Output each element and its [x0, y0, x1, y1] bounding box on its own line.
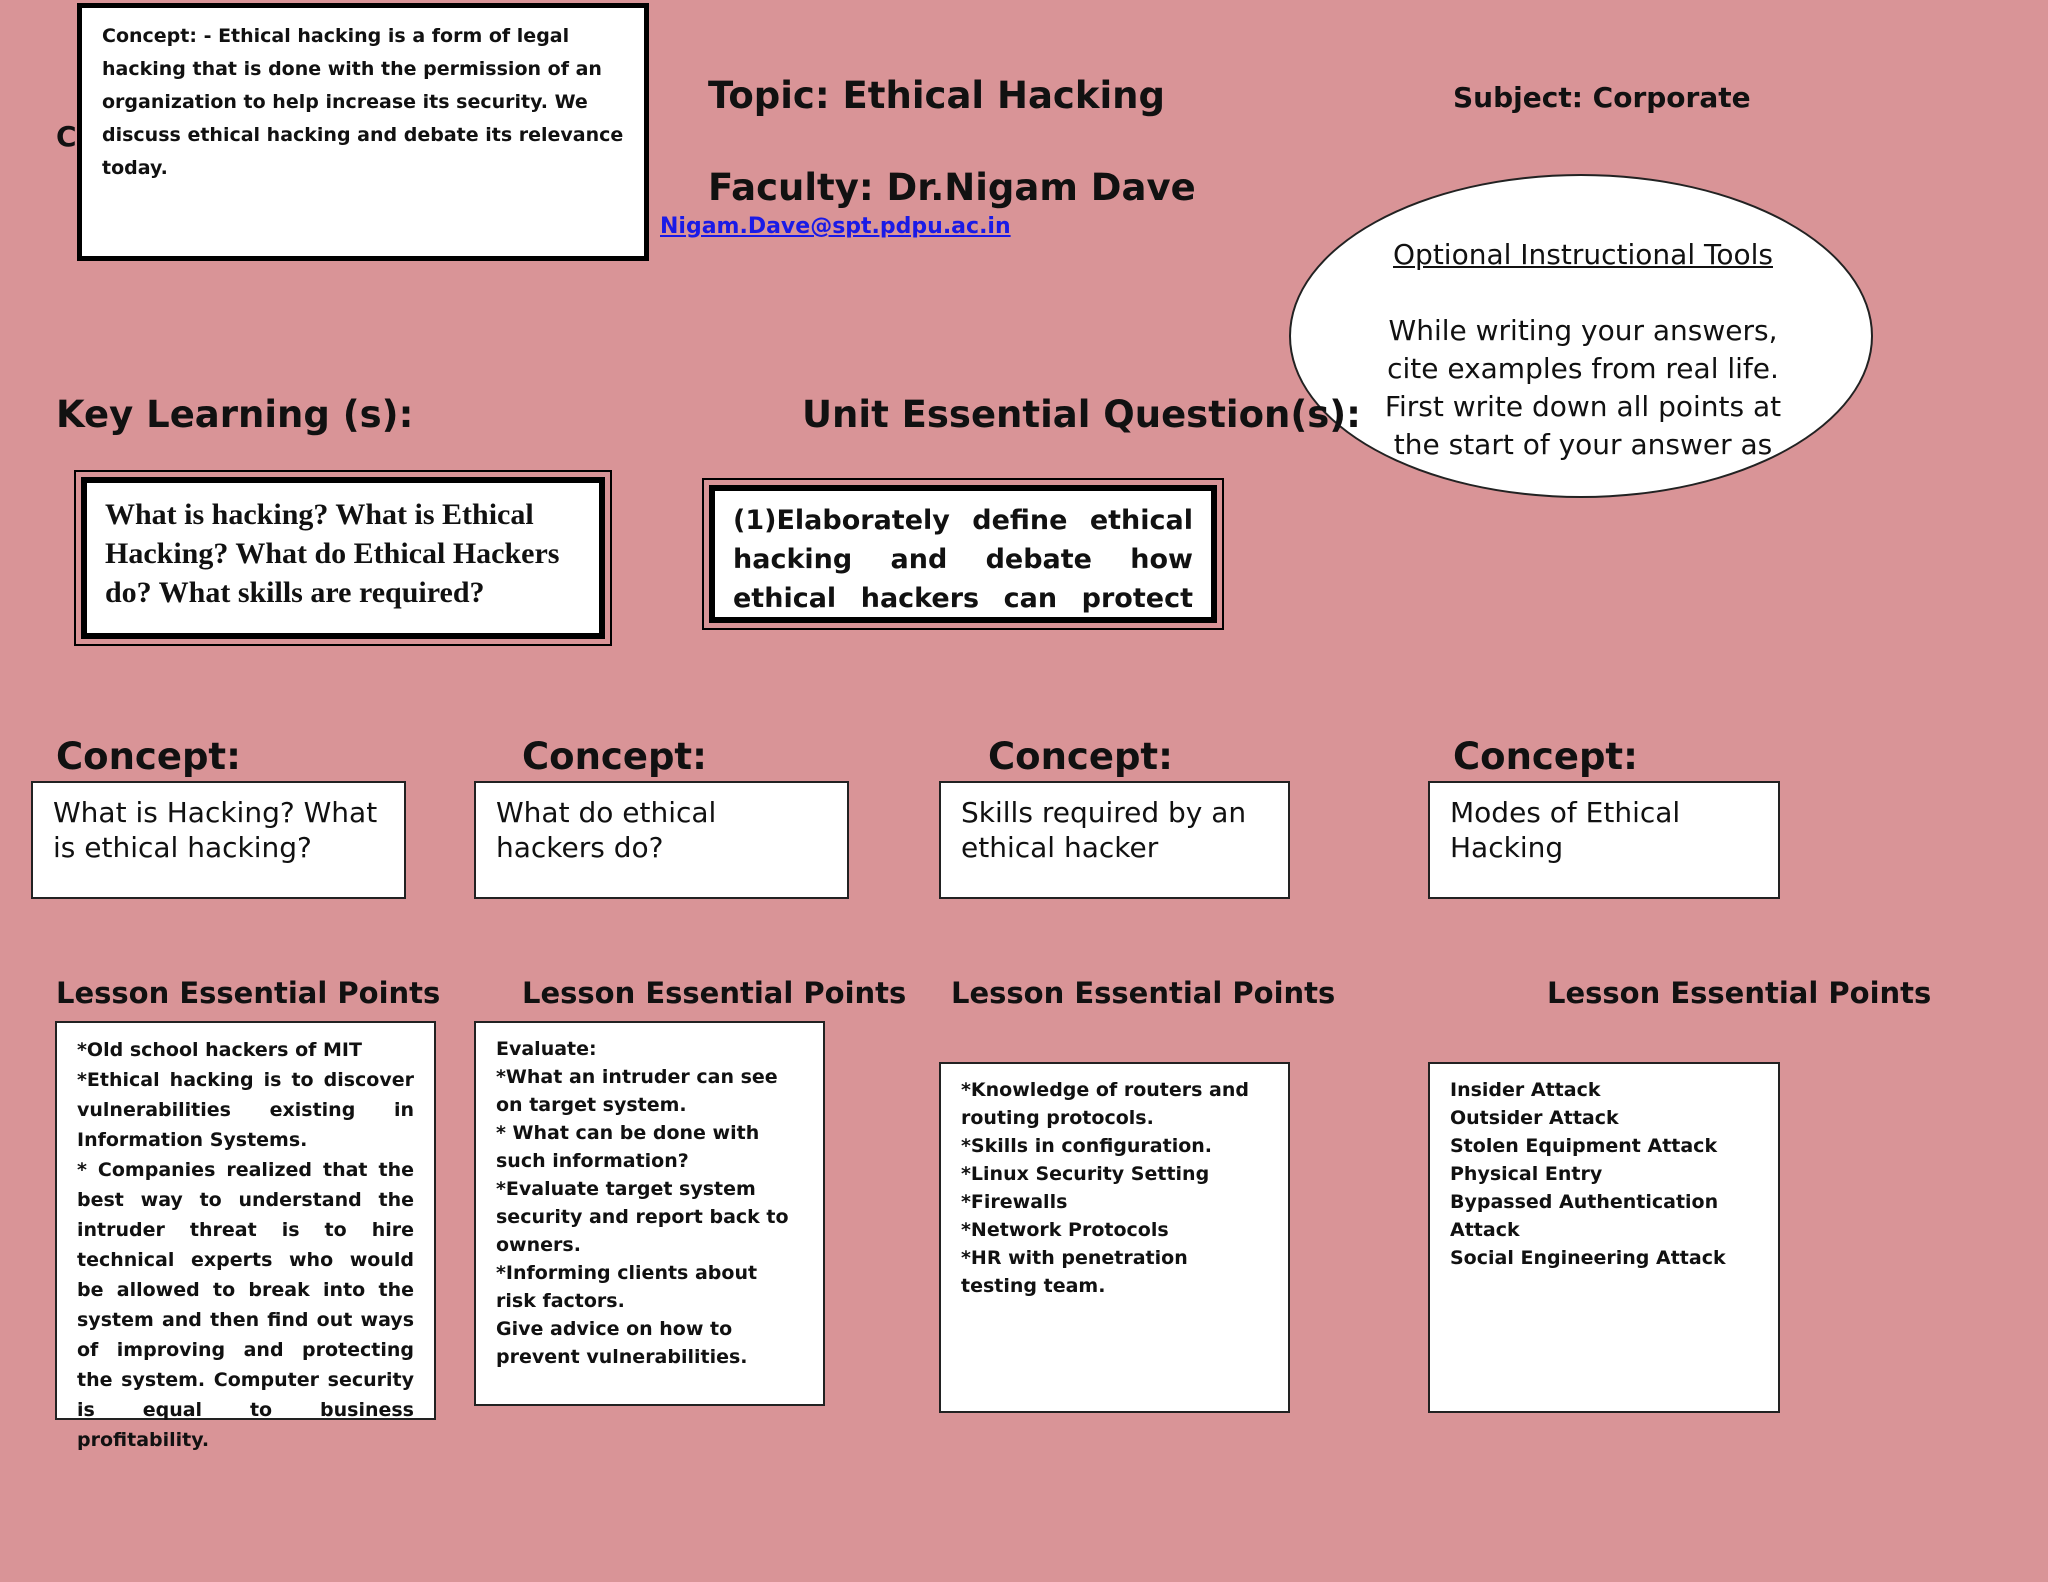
concept-3-box: [939, 781, 1290, 899]
list-item: Outsider Attack: [1450, 1107, 1619, 1129]
list-item: Social Engineering Attack: [1450, 1247, 1726, 1269]
list-item: Physical Entry: [1450, 1163, 1603, 1185]
concept-2-text: What do ethical hackers do?: [496, 796, 717, 864]
lesson-4-list: [1430, 1064, 1778, 1284]
concept-1-box: [31, 781, 406, 899]
list-item: Insider Attack: [1450, 1079, 1601, 1101]
list-item: *Skills in configuration.: [961, 1135, 1213, 1157]
faculty-name: Faculty: Dr.Nigam Dave: [708, 166, 1196, 209]
lesson-1-list: [57, 1023, 434, 1467]
list-item: *Evaluate target system security and report back to owners.: [496, 1178, 789, 1256]
list-item: *Network Protocols: [961, 1219, 1169, 1241]
concept-note-text: Concept: - Ethical hacking is a form of legal hacking that is done with the permission of an organization to help increase its security. We discuss ethical hacking and debate its relevance today.: [102, 25, 624, 179]
key-learning-heading: Key Learning (s):: [56, 393, 414, 436]
essential-question-text: (1)Elaborately define ethical hacking and debate how ethical hackers can protect: [733, 505, 1193, 614]
concept-3-text: Skills required by an ethical hacker: [961, 796, 1247, 864]
list-item: *Informing clients about risk factors.: [496, 1262, 758, 1312]
concept-4-box: [1428, 781, 1780, 899]
subject-label: Subject: Corporate: [1453, 81, 1751, 114]
essential-question-frame: [702, 478, 1224, 630]
lesson-4-box: [1428, 1062, 1780, 1413]
concept-1-heading: Concept:: [56, 735, 241, 778]
lesson-2-box: [474, 1021, 825, 1406]
instructional-tools-ellipse: [1289, 174, 1873, 498]
essential-question-heading: Unit Essential Question(s):: [802, 393, 1361, 436]
instructional-tools-text: While writing your answers, cite examples from real life. First write down all points at the start of your answer as: [1384, 314, 1782, 461]
lesson-4-heading: Lesson Essential Points: [1547, 976, 1932, 1010]
concept-4-heading: Concept:: [1453, 735, 1638, 778]
lesson-3-list: [941, 1064, 1288, 1312]
list-item: Give advice on how to prevent vulnerabilities.: [496, 1318, 748, 1368]
lesson-2-list: [476, 1023, 823, 1383]
list-item: *Firewalls: [961, 1191, 1068, 1213]
hidden-letter: C: [56, 120, 77, 153]
lesson-1-heading: Lesson Essential Points: [56, 976, 441, 1010]
concept-note-box: [77, 3, 649, 261]
list-item: Evaluate:: [496, 1038, 597, 1060]
concept-2-box: [474, 781, 849, 899]
concept-2-heading: Concept:: [522, 735, 707, 778]
list-item: * Companies realized that the best way to understand the intruder threat is to hire technical experts who would be allowed to break into the system and then find out ways of improving and protecting the system. Computer security is equal to business profitability.: [77, 1159, 414, 1451]
list-item: *Linux Security Setting: [961, 1163, 1210, 1185]
faculty-email-link[interactable]: Nigam.Dave@spt.pdpu.ac.in: [660, 214, 1011, 239]
concept-4-text: Modes of Ethical Hacking: [1450, 796, 1681, 864]
list-item: *What an intruder can see on target system.: [496, 1066, 778, 1116]
list-item: *HR with penetration testing team.: [961, 1247, 1188, 1297]
list-item: Stolen Equipment Attack: [1450, 1135, 1718, 1157]
topic-title: Topic: Ethical Hacking: [708, 74, 1165, 117]
instructional-tools-title: Optional Instructional Tools: [1393, 238, 1773, 271]
list-item: * What can be done with such information?: [496, 1122, 760, 1172]
list-item: *Ethical hacking is to discover vulnerabilities existing in Information Systems.: [77, 1069, 414, 1151]
lesson-3-box: [939, 1062, 1290, 1413]
concept-1-text: What is Hacking? What is ethical hacking?: [53, 796, 378, 864]
list-item: *Knowledge of routers and routing protocols.: [961, 1079, 1249, 1129]
lesson-3-heading: Lesson Essential Points: [951, 976, 1336, 1010]
key-learning-text: What is hacking? What is Ethical Hacking? What do Ethical Hackers do? What skills are required?: [105, 498, 560, 609]
list-item: Bypassed Authentication Attack: [1450, 1191, 1719, 1241]
key-learning-frame: [74, 470, 612, 646]
lesson-2-heading: Lesson Essential Points: [522, 976, 907, 1010]
list-item: *Old school hackers of MIT: [77, 1039, 362, 1061]
lesson-1-box: [55, 1021, 436, 1451]
concept-3-heading: Concept:: [988, 735, 1173, 778]
